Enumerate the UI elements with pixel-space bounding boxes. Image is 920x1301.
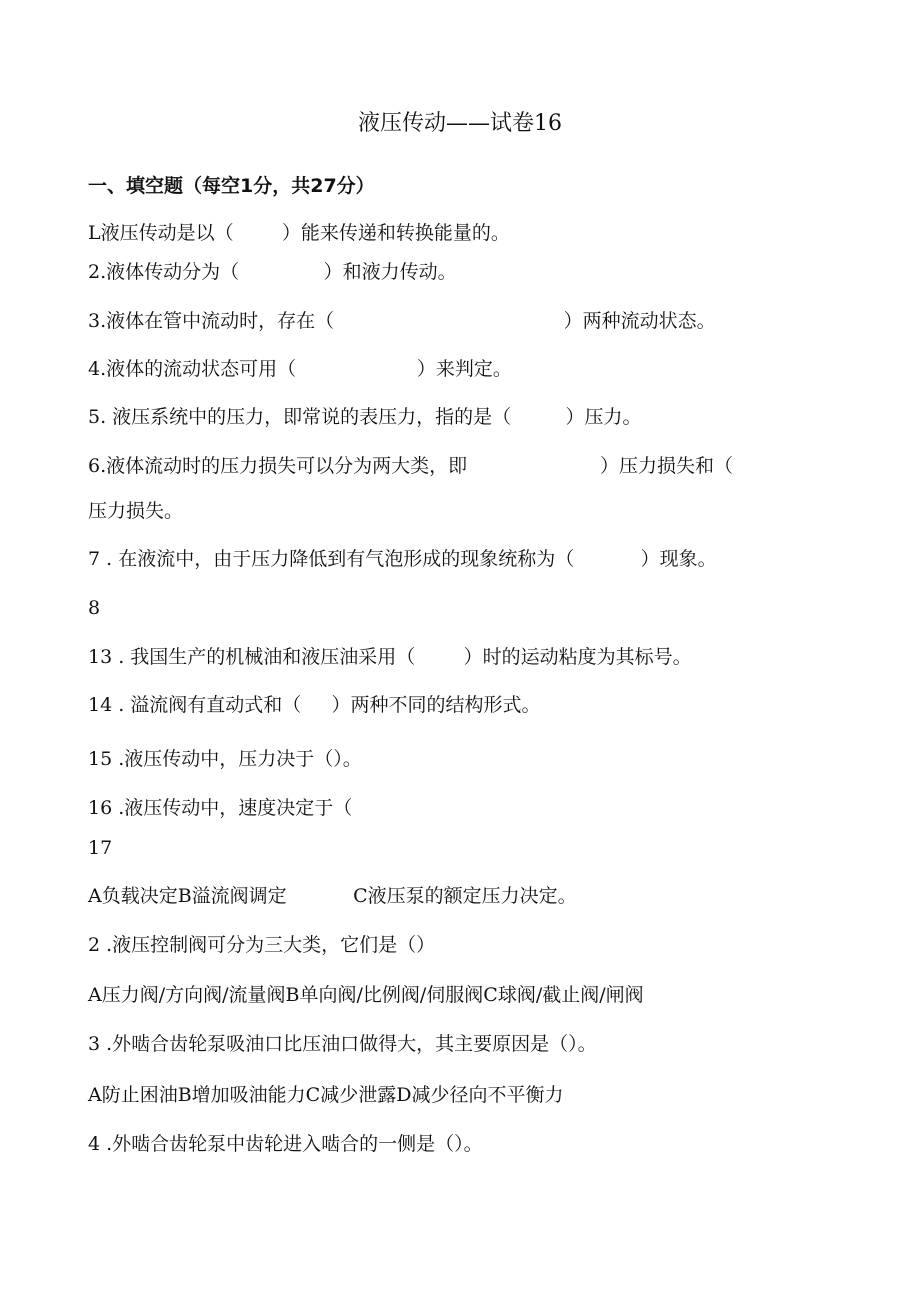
question-line: L液压传动是以（ ）能来传递和转换能量的。 xyxy=(88,222,510,244)
question-line: 4 .外啮合齿轮泵中齿轮进入啮合的一侧是（）。 xyxy=(88,1133,483,1155)
question-line: 2 .液压控制阀可分为三大类，它们是（） xyxy=(88,934,436,956)
question-line: 4.液体的流动状态可用（ ）来判定。 xyxy=(88,358,512,380)
question-line: A负载决定B溢流阀调定 C液压泵的额定压力决定。 xyxy=(88,885,577,907)
question-line: 6.液体流动时的压力损失可以分为两大类，即 ）压力损失和（ xyxy=(88,455,733,477)
section-heading: 一、填空题（每空1分，共27分） xyxy=(88,175,375,197)
question-line: A防止困油B增加吸油能力C减少泄露D减少径向不平衡力 xyxy=(88,1084,564,1106)
question-line: 14 . 溢流阀有直动式和（ ）两种不同的结构形式。 xyxy=(88,694,541,716)
question-line: 3 .外啮合齿轮泵吸油口比压油口做得大，其主要原因是（）。 xyxy=(88,1033,597,1055)
question-line: 16 .液压传动中，速度决定于（ xyxy=(88,797,353,819)
question-line: 5. 液压系统中的压力，即常说的表压力，指的是（ ）压力。 xyxy=(88,406,642,428)
question-line: 3.液体在管中流动时，存在（ ）两种流动状态。 xyxy=(88,310,716,332)
question-line: 8 xyxy=(88,597,101,619)
page-title: 液压传动——试卷16 xyxy=(358,111,562,136)
question-line: 13 . 我国生产的机械油和液压油采用（ ）时的运动粘度为其标号。 xyxy=(88,646,692,668)
question-line: A压力阀/方向阀/流量阀B单向阀/比例阀/伺服阀C球阀/截止阀/闸阀 xyxy=(88,984,644,1006)
question-line: 压力损失。 xyxy=(88,500,184,522)
question-line: 2.液体传动分为（ ）和液力传动。 xyxy=(88,261,457,283)
question-line: 7 . 在液流中，由于压力降低到有气泡形成的现象统称为（ ）现象。 xyxy=(88,548,717,570)
question-line: 15 .液压传动中，压力决于（）。 xyxy=(88,748,362,770)
question-line: 17 xyxy=(88,837,113,859)
